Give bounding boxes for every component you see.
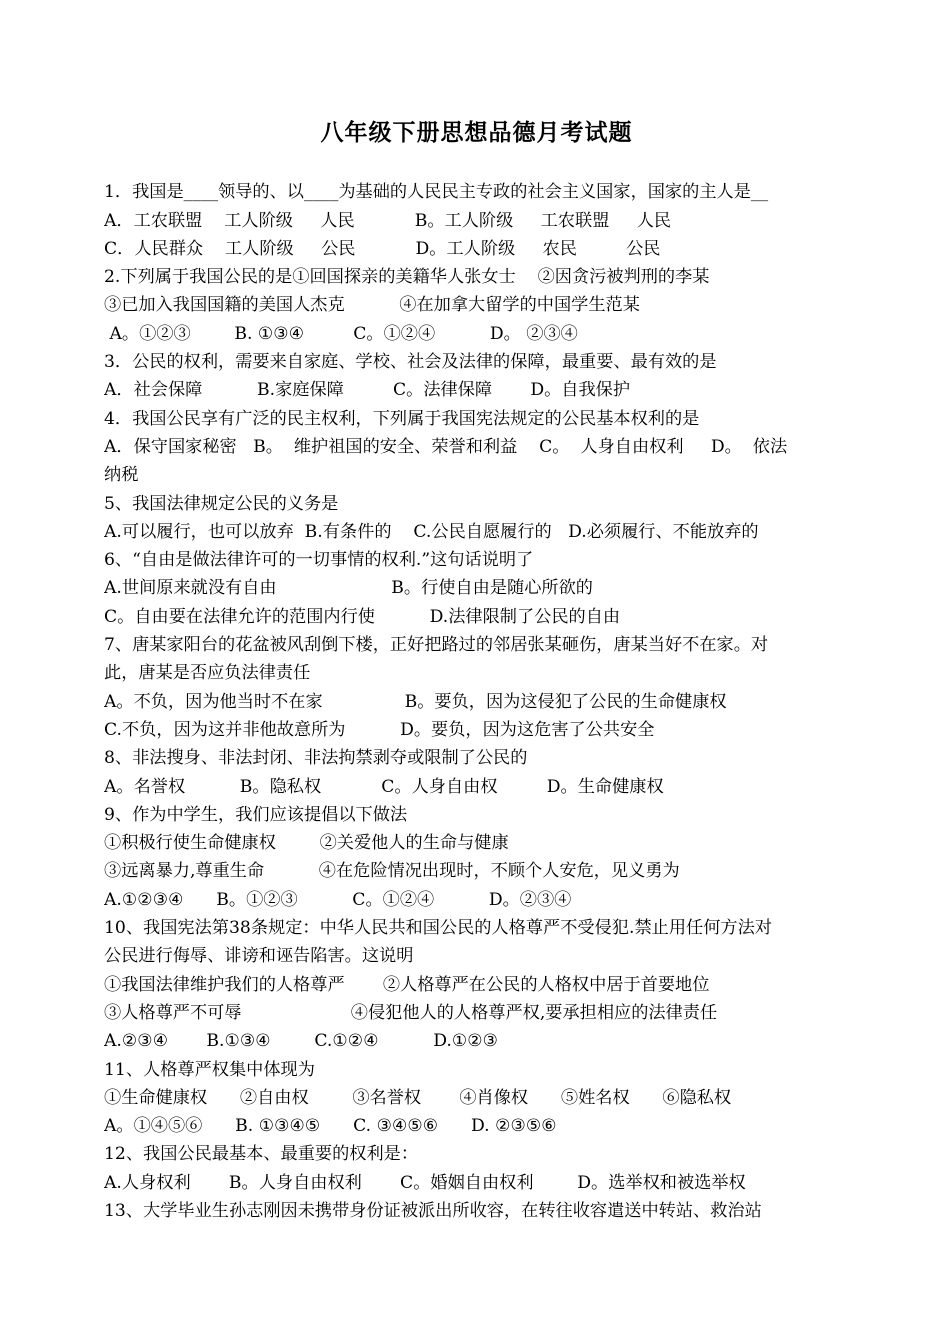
- statement-line: ①我国法律维护我们的人格尊严 ②人格尊严在公民的人格权中居于首要地位: [104, 974, 710, 995]
- option-line: A．工农联盟 工人阶级 人民 B。工人阶级 工农联盟 人民: [104, 210, 672, 231]
- question-line: 3．公民的权利，需要来自家庭、学校、社会及法律的保障，最重要、最有效的是: [104, 352, 717, 373]
- option-line: C.不负，因为这并非他故意所为 D。要负，因为这危害了公共安全: [104, 719, 655, 740]
- question-line: 10、我国宪法第38条规定：中华人民共和国公民的人格尊严不受侵犯.禁止用任何方法对: [104, 918, 772, 939]
- question-line: 1．我国是____领导的、以____为基础的人民民主专政的社会主义国家，国家的主人是__: [104, 182, 769, 203]
- question-line: 6、“自由是做法律许可的一切事情的权利.”这句话说明了: [104, 550, 534, 571]
- question-line: 2.下列属于我国公民的是①回国探亲的美籍华人张女士 ②因贪污被判刑的李某: [104, 267, 710, 288]
- exam-title: 八年级下册思想品德月考试题: [320, 119, 633, 146]
- option-line: A.②③④ B.①③④ C.①②④ D.①②③: [104, 1031, 499, 1052]
- question-line: 13、大学毕业生孙志刚因未携带身份证被派出所收容，在转往收容遣送中转站、救治站: [104, 1200, 762, 1221]
- option-line: A.①②③④ B。①②③ C。①②④ D。②③④: [104, 889, 572, 910]
- question-list: [104, 178, 849, 1225]
- option-line: A。不负，因为他当时不在家 B。要负，因为这侵犯了公民的生命健康权: [104, 691, 727, 712]
- option-line: 纳税: [104, 465, 139, 486]
- section-heading-line: [104, 150, 849, 178]
- statement-line: ③远离暴力,尊重生命 ④在危险情况出现时，不顾个人安危，见义勇为: [104, 861, 680, 882]
- statement-line: ①生命健康权 ②自由权 ③名誉权 ④肖像权 ⑤姓名权 ⑥隐私权: [104, 1087, 732, 1108]
- option-line: A。①④⑤⑥ B. ①③④⑤ C. ③④⑤⑥ D. ②③⑤⑥: [104, 1116, 557, 1137]
- option-line: A.可以履行，也可以放弃 B.有条件的 C.公民自愿履行的 D.必须履行、不能放弃的: [104, 521, 759, 542]
- statement-line: ①积极行使生命健康权 ②关爱他人的生命与健康: [104, 833, 509, 854]
- option-line: A。名誉权 B。隐私权 C。人身自由权 D。生命健康权: [104, 776, 664, 797]
- question-line: 12、我国公民最基本、最重要的权利是：: [104, 1144, 419, 1165]
- question-line: 5、我国法律规定公民的义务是: [104, 493, 339, 514]
- question-line: 8、非法搜身、非法封闭、非法拘禁剥夺或限制了公民的: [104, 748, 528, 769]
- question-line: 公民进行侮辱、诽谤和诬告陷害。这说明: [104, 946, 414, 967]
- question-line: 11、人格尊严权集中体现为: [104, 1059, 315, 1080]
- question-line: 4．我国公民享有广泛的民主权利，下列属于我国宪法规定的公民基本权利的是: [104, 408, 700, 429]
- option-line: C。自由要在法律允许的范围内行使 D.法律限制了公民的自由: [104, 606, 621, 627]
- exam-page: [104, 116, 849, 1225]
- option-line: A.世间原来就没有自由 B。行使自由是随心所欲的: [104, 578, 593, 599]
- option-line: C．人民群众 工人阶级 公民 D。工人阶级 农民 公民: [104, 238, 661, 259]
- option-line: A．社会保障 B.家庭保障 C。法律保障 D。自我保护: [104, 380, 631, 401]
- option-line: A.人身权利 B。人身自由权利 C。婚姻自由权利 D。选举权和被选举权: [104, 1172, 746, 1193]
- question-line: 9、作为中学生，我们应该提倡以下做法: [104, 804, 408, 825]
- option-line: A。①②③ B. ①③④ C。①②④ D。 ②③④: [104, 323, 578, 344]
- question-line: 7、唐某家阳台的花盆被风刮倒下楼，正好把路过的邻居张某砸伤，唐某当好不在家。对: [104, 635, 769, 656]
- question-line: ③已加入我国国籍的美国人杰克 ④在加拿大留学的中国学生范某: [104, 295, 640, 316]
- statement-line: ③人格尊严不可辱 ④侵犯他人的人格尊严权,要承担相应的法律责任: [104, 1002, 718, 1023]
- option-line: A．保守国家秘密 B。 维护祖国的安全、荣誉和利益 C。 人身自由权利 D。 依法: [104, 436, 788, 457]
- question-line: 此，唐某是否应负法律责任: [104, 663, 311, 684]
